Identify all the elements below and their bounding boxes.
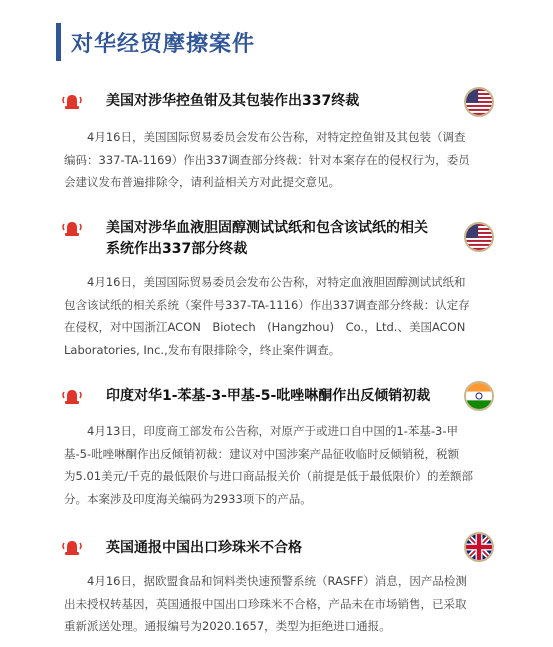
alarm-icon: [61, 218, 83, 240]
case-title-line: 印度对华1-苯基-3-甲基-5-吡唑啉酮作出反倾销初裁: [106, 388, 431, 404]
body-line: Laboratories, Inc.,发布有限排除令，终止案件调查。: [64, 342, 341, 357]
alarm-icon: [61, 91, 83, 113]
usa-flag-icon: [464, 222, 494, 252]
body-line: 重新派送处理。通报编号为2020.1657，类型为拒绝进口通报。: [64, 619, 391, 633]
alarm-icon: [61, 386, 83, 408]
body-line: 基-5-吡唑啉酮作出反倾销初裁：建议对中国涉案产品征收临时反倾销税，税额: [64, 446, 460, 461]
case-title: [106, 538, 302, 559]
case-title-line: 系统作出337部分终裁: [106, 241, 248, 257]
body-line: 出未授权转基因，英国通报中国出口珍珠米不合格，产品未在市场销售，已采取: [64, 596, 467, 611]
alarm-icon: [61, 537, 83, 559]
body-line: 包含该试纸的相关系统（案件号337-TA-1116）作出337调查部分终裁：认定存: [64, 297, 470, 312]
case-title-line: 美国对涉华血液胆固醇测试试纸和包含该试纸的相关: [106, 220, 428, 236]
case-title: [106, 91, 359, 112]
body-line: 4月16日，美国国际贸易委员会发布公告称，对特定控鱼钳及其包装（调查: [64, 130, 466, 144]
case-title-line: 美国对涉华控鱼钳及其包装作出337终裁: [106, 93, 360, 109]
body-line: 分。本案涉及印度海关编码为2933项下的产品。: [64, 491, 312, 506]
case-body: [64, 271, 500, 361]
india-flag-icon: [464, 381, 494, 411]
body-line: 编码：337-TA-1169）作出337调查部分终裁：针对本案存在的侵权行为，委员: [64, 152, 470, 167]
body-line: 4月13日，印度商工部发布公告称，对原产于或进口自中国的1-苯基-3-甲: [64, 424, 459, 438]
case-title: [106, 218, 428, 260]
page-header: [56, 22, 255, 62]
title-accent-bar: [56, 23, 61, 61]
case-title: [106, 386, 430, 407]
body-line: 在侵权，对中国浙江ACON Biotech (Hangzhou) Co.，Ltd.、美国ACON: [64, 320, 466, 334]
uk-flag-icon: [464, 532, 494, 562]
body-line: 为5.01美元/千克的最低限价与进口商品报关价（前提是低于最低限价）的差额部: [64, 469, 473, 483]
case-body: [64, 570, 500, 638]
page-title: 对华经贸摩擦案件: [71, 31, 256, 57]
case-body: [64, 420, 500, 510]
body-line: 4月16日，美国国际贸易委员会发布公告称，对特定血液胆固醇测试试纸和: [64, 275, 466, 289]
usa-flag-icon: [464, 87, 494, 117]
case-title-line: 英国通报中国出口珍珠米不合格: [106, 540, 302, 556]
body-line: 4月16日，据欧盟食品和饲料类快速预警系统（RASFF）消息，因产品检测: [64, 574, 467, 588]
case-body: [64, 126, 500, 194]
body-line: 会建议发布普遍排除令，请利益相关方对此提交意见。: [64, 175, 340, 189]
